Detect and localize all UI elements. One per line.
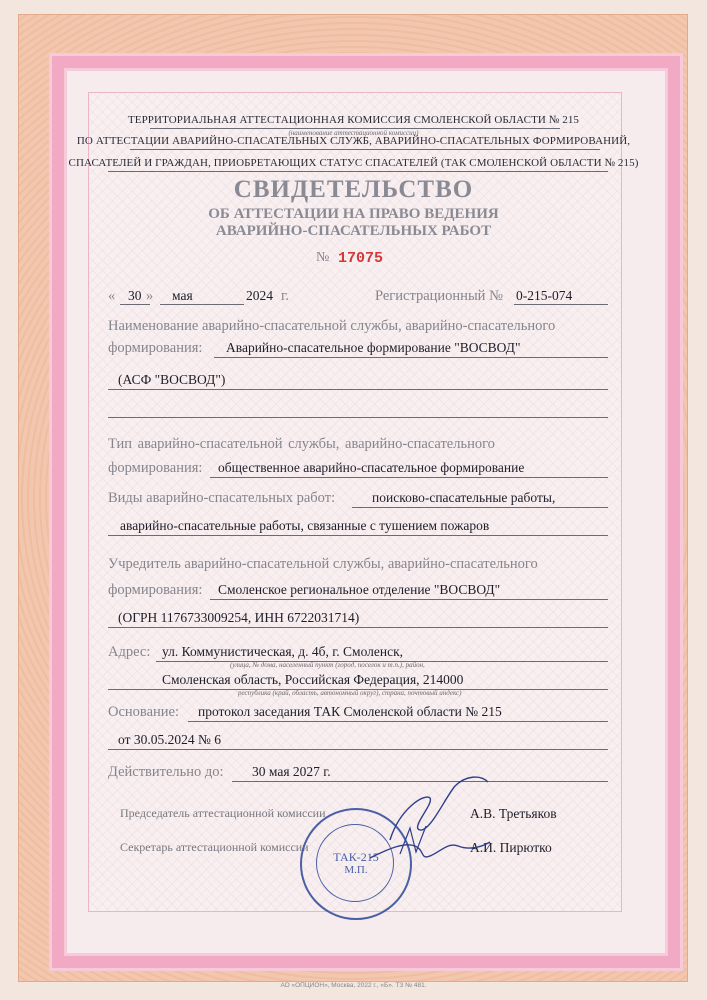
certificate-subtitle-1: ОБ АТТЕСТАЦИИ НА ПРАВО ВЕДЕНИЯ xyxy=(208,206,499,222)
basis-label: Основание: xyxy=(108,704,179,720)
underline xyxy=(210,599,608,600)
valid-until-label: Действительно до: xyxy=(108,764,224,780)
underline xyxy=(108,627,608,628)
header-line-1: ТЕРРИТОРИАЛЬНАЯ АТТЕСТАЦИОННАЯ КОМИССИЯ СМОЛЕНСКОЙ ОБЛАСТИ № 215 xyxy=(127,114,580,126)
printer-footer: АО «ОПЦИОН», Москва, 2022 г., «Б». ТЗ № 481. xyxy=(280,982,427,989)
underline xyxy=(108,389,608,390)
chair-label: Председатель аттестационной комиссии xyxy=(120,806,326,820)
signature-scribbles xyxy=(330,768,500,868)
name-label-2: формирования: xyxy=(108,340,203,356)
date-year: 2024 xyxy=(246,288,273,303)
registration-label: Регистрационный № xyxy=(375,288,503,304)
header-line-3: СПАСАТЕЛЕЙ И ГРАЖДАН, ПРИОБРЕТАЮЩИХ СТАТУС СПАСАТЕЛЕЙ (ТАК СМОЛЕНСКОЙ ОБЛАСТИ № 215) xyxy=(68,157,639,169)
secretary-name: А.И. Пирютко xyxy=(470,840,552,855)
founder-value-2: (ОГРН 1176733009254, ИНН 6722031714) xyxy=(118,610,360,625)
type-label-1: Тип аварийно-спасательной службы, аварийно-спасательного xyxy=(108,436,495,452)
date-close-quote: » xyxy=(146,288,154,304)
works-label: Виды аварийно-спасательных работ: xyxy=(108,490,336,506)
founder-value-1: Смоленское региональное отделение "ВОСВОД" xyxy=(218,582,501,597)
certificate-title: СВИДЕТЕЛЬСТВО xyxy=(233,176,474,203)
underline xyxy=(352,507,608,508)
name-value-1: Аварийно-спасательное формирование "ВОСВОД" xyxy=(226,340,521,355)
underline xyxy=(188,721,608,722)
number-sign: № xyxy=(316,250,330,265)
registration-number: 0-215-074 xyxy=(516,288,573,303)
underline xyxy=(214,357,608,358)
stamp-mp: М.П. xyxy=(344,864,368,876)
stamp-code: ТАК-215 xyxy=(333,850,379,864)
certificate-number: 17075 xyxy=(338,250,384,267)
works-value-1: поисково-спасательные работы, xyxy=(372,490,556,505)
type-value: общественное аварийно-спасательное формирование xyxy=(218,460,525,475)
founder-label-2: формирования: xyxy=(108,582,203,598)
underline xyxy=(108,749,608,750)
date-year-suffix: г. xyxy=(281,288,289,304)
header-line-1-hint: (наименование аттестационной комиссии) xyxy=(288,129,419,137)
underline xyxy=(160,304,244,305)
name-label-1: Наименование аварийно-спасательной службы, аварийно-спасательного xyxy=(108,318,556,334)
address-value-1: ул. Коммунистическая, д. 4б, г. Смоленск, xyxy=(162,644,404,659)
date-month: мая xyxy=(172,288,193,303)
header-line-2: ПО АТТЕСТАЦИИ АВАРИЙНО-СПАСАТЕЛЬНЫХ СЛУЖБ, АВАРИЙНО-СПАСАТЕЛЬНЫХ ФОРМИРОВАНИЙ, xyxy=(76,135,631,147)
underline xyxy=(130,149,600,150)
secretary-label: Секретарь аттестационной комиссии xyxy=(120,840,309,854)
underline xyxy=(514,304,608,305)
date-day: 30 xyxy=(128,288,142,303)
underline xyxy=(108,171,608,172)
address-value-2: Смоленская область, Российская Федерация, 214000 xyxy=(162,672,464,687)
type-label-2: формирования: xyxy=(108,460,203,476)
name-value-2: (АСФ "ВОСВОД") xyxy=(118,372,226,387)
underline xyxy=(108,535,608,536)
address-hint-2: республика (край, область, автономный округ), страна, почтовый индекс) xyxy=(238,689,462,697)
address-hint-1: (улица, № дома, населенный пункт (город, поселок и т.п.), район, xyxy=(230,661,425,669)
works-value-2: аварийно-спасательные работы, связанные с тушением пожаров xyxy=(120,518,490,533)
certificate-subtitle-2: АВАРИЙНО-СПАСАТЕЛЬНЫХ РАБОТ xyxy=(215,223,492,239)
basis-value-1: протокол заседания ТАК Смоленской области № 215 xyxy=(198,704,502,719)
chair-name: А.В. Третьяков xyxy=(470,806,557,821)
founder-label-1: Учредитель аварийно-спасательной службы, аварийно-спасательного xyxy=(108,556,538,572)
underline xyxy=(120,304,150,305)
underline xyxy=(108,417,608,418)
valid-until-value: 30 мая 2027 г. xyxy=(252,764,331,779)
date-open-quote: « xyxy=(108,288,116,304)
basis-value-2: от 30.05.2024 № 6 xyxy=(118,732,221,747)
underline xyxy=(210,477,608,478)
address-label: Адрес: xyxy=(108,644,151,660)
